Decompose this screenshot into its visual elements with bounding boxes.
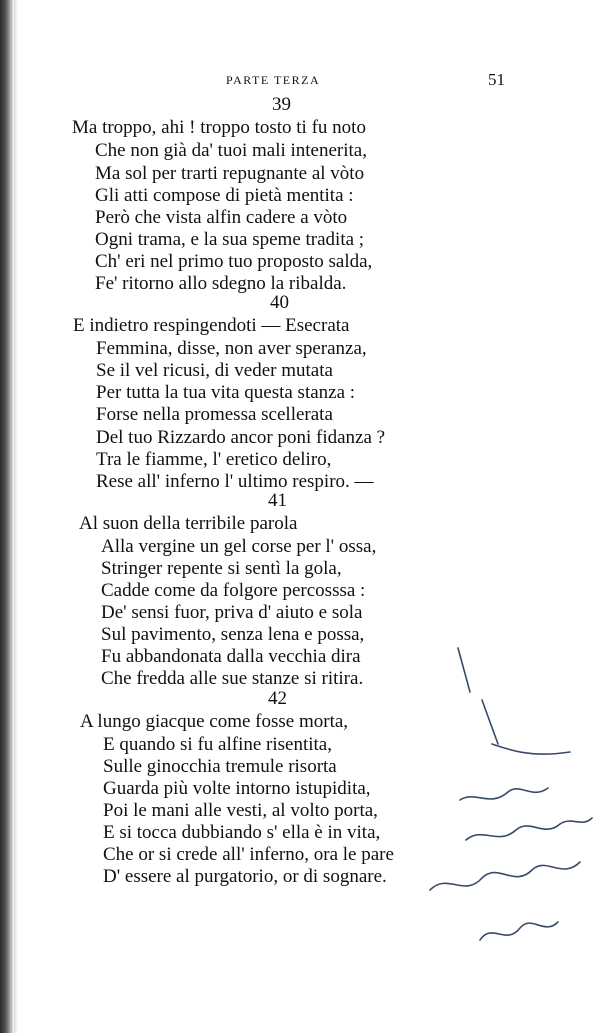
verse-line: Gli atti compose di pietà mentita : (95, 185, 354, 206)
verse-line: Rese all' inferno l' ultimo respiro. — (96, 471, 374, 492)
verse-line: E indietro respingendoti — Esecrata (73, 315, 350, 336)
verse-line: D' essere al purgatorio, or di sognare. (103, 866, 387, 887)
verse-line: Se il vel ricusi, di veder mutata (96, 360, 333, 381)
verse-line: Che or si crede all' inferno, ora le pare (103, 844, 394, 865)
verse-line: Che non già da' tuoi mali intenerita, (95, 140, 367, 161)
verse-line: A lungo giacque come fosse morta, (80, 711, 349, 732)
verse-line: De' sensi fuor, priva d' aiuto e sola (101, 602, 363, 623)
verse-line: Ch' eri nel primo tuo proposto salda, (95, 251, 373, 272)
pencil-squiggle (430, 862, 580, 890)
verse-line: Fe' ritorno allo sdegno la ribalda. (95, 273, 347, 294)
stanza-number: 39 (272, 94, 291, 115)
verse-line: Al suon della terribile parola (79, 513, 298, 534)
pencil-mark (482, 700, 498, 744)
stanza-number: 41 (268, 490, 287, 511)
pencil-mark (458, 648, 470, 692)
verse-line: Ma troppo, ahi ! troppo tosto ti fu noto (72, 117, 366, 138)
verse-line: E si tocca dubbiando s' ella è in vita, (103, 822, 381, 843)
stanza-number: 42 (268, 688, 287, 709)
running-head: PARTE TERZA (226, 73, 321, 87)
page-number: 51 (488, 70, 505, 89)
stanza-number: 40 (270, 292, 289, 313)
pencil-squiggle (492, 744, 570, 754)
verse-line: Femmina, disse, non aver speranza, (96, 338, 367, 359)
pencil-squiggle (460, 788, 548, 800)
verse-line: Sul pavimento, senza lena e possa, (101, 624, 365, 645)
verse-line: Tra le fiamme, l' eretico deliro, (96, 449, 332, 470)
binding-shadow (14, 0, 18, 1033)
pencil-marginalia (420, 640, 610, 960)
verse-line: Per tutta la tua vita questa stanza : (96, 382, 356, 403)
verse-line: Guarda più volte intorno istupidita, (103, 778, 371, 799)
binding-edge (0, 0, 14, 1033)
verse-line: Ogni trama, e la sua speme tradita ; (95, 229, 365, 250)
verse-line: Stringer repente si sentì la gola, (101, 558, 342, 579)
verse-line: Ma sol per trarti repugnante al vòto (95, 163, 365, 184)
verse-line: E quando si fu alfine risentita, (103, 734, 332, 755)
verse-line: Poi le mani alle vesti, al volto porta, (103, 800, 378, 821)
verse-line: Che fredda alle sue stanze si ritira. (101, 668, 364, 689)
pencil-squiggle (480, 922, 558, 940)
verse-line: Forse nella promessa scellerata (96, 404, 333, 425)
verse-line: Però che vista alfin cadere a vòto (95, 207, 348, 228)
verse-line: Alla vergine un gel corse per l' ossa, (101, 536, 377, 557)
verse-line: Sulle ginocchia tremule risorta (103, 756, 337, 777)
verse-line: Cadde come da folgore percosssa : (101, 580, 366, 601)
verse-line: Fu abbandonata dalla vecchia dira (101, 646, 361, 667)
verse-line: Del tuo Rizzardo ancor poni fidanza ? (96, 427, 386, 448)
pencil-squiggle (466, 818, 592, 840)
